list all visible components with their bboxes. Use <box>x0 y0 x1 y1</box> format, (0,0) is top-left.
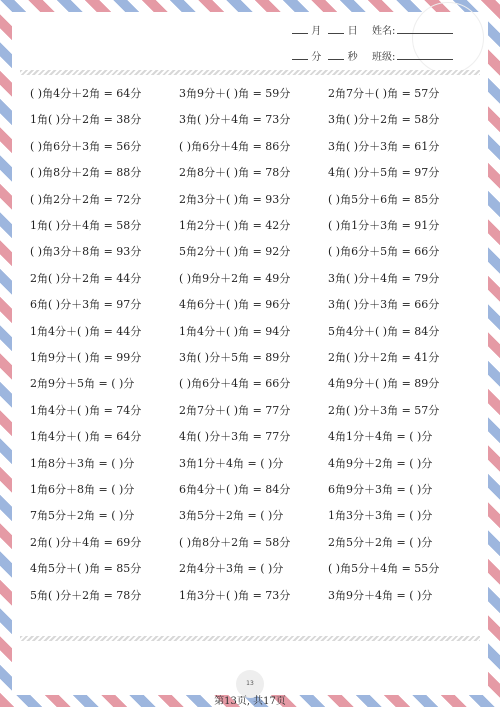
month-blank[interactable] <box>292 23 308 34</box>
name-field <box>372 22 453 37</box>
math-problem[interactable]: 6角4分＋( )角 = 84分 <box>179 483 291 496</box>
math-problem[interactable]: 4角9分＋2角 = ( )分 <box>328 456 433 470</box>
second-blank[interactable] <box>328 49 344 60</box>
math-problem[interactable]: ( )角9分＋2角 = 49分 <box>179 271 291 285</box>
page-number-badge: 13 <box>236 670 264 698</box>
math-problem[interactable]: 6角9分＋3角 = ( )分 <box>328 483 433 496</box>
math-problem[interactable]: 1角4分＋( )角 = 64分 <box>30 430 142 444</box>
math-problem[interactable]: 5角( )分＋2角 = 78分 <box>30 588 142 602</box>
math-problem[interactable]: 3角9分＋4角 = ( )分 <box>328 588 433 602</box>
math-problem[interactable]: 1角2分＋( )角 = 42分 <box>179 219 291 232</box>
math-problem[interactable]: 4角6分＋( )角 = 96分 <box>179 298 291 312</box>
math-problem[interactable]: 2角( )分＋3角 = 57分 <box>328 403 440 417</box>
time-row <box>292 48 358 63</box>
problem-row <box>30 190 480 210</box>
math-problem[interactable]: 3角( )分＋4角 = 73分 <box>179 113 291 127</box>
math-problem[interactable]: ( )角8分＋2角 = 58分 <box>179 535 291 549</box>
math-problem[interactable]: ( )角4分＋2角 = 64分 <box>30 87 142 100</box>
math-problem[interactable]: 3角( )分＋5角 = 89分 <box>179 351 291 364</box>
math-problem[interactable]: 1角6分＋8角 = ( )分 <box>30 483 135 496</box>
math-problem[interactable]: ( )角5分＋4角 = 55分 <box>328 562 440 576</box>
math-problem[interactable]: 5角4分＋( )角 = 84分 <box>328 324 440 338</box>
math-problem[interactable]: 4角5分＋( )角 = 85分 <box>30 562 142 576</box>
problem-row <box>30 295 480 315</box>
month-label: 月 <box>311 26 322 37</box>
math-problem[interactable]: 3角( )分＋2角 = 58分 <box>328 113 440 127</box>
day-blank[interactable] <box>328 23 344 34</box>
math-problem[interactable]: 2角5分＋2角 = ( )分 <box>328 535 433 549</box>
problem-row <box>30 506 480 526</box>
math-problem[interactable]: ( )角3分＋8角 = 93分 <box>30 245 142 259</box>
minute-blank[interactable] <box>292 49 308 60</box>
problem-row <box>30 269 480 289</box>
math-problem[interactable]: 1角9分＋( )角 = 99分 <box>30 351 142 364</box>
math-problem[interactable]: 2角9分＋5角 = ( )分 <box>30 377 135 391</box>
math-problem[interactable]: 2角4分＋3角 = ( )分 <box>179 562 284 576</box>
problem-row <box>30 163 480 183</box>
second-label: 秒 <box>347 52 358 63</box>
name-blank[interactable] <box>397 23 453 34</box>
math-problem[interactable]: 2角( )分＋2角 = 44分 <box>30 271 142 285</box>
problem-row <box>30 322 480 342</box>
problem-row <box>30 84 480 104</box>
problem-row <box>30 454 480 474</box>
math-problem[interactable]: 2角7分＋( )角 = 57分 <box>328 87 440 100</box>
problem-row <box>30 137 480 157</box>
math-problem[interactable]: 2角7分＋( )角 = 77分 <box>179 403 291 417</box>
problem-row <box>30 586 480 606</box>
bottom-divider <box>20 636 480 641</box>
math-problem[interactable]: 2角( )分＋4角 = 69分 <box>30 535 142 549</box>
math-problem[interactable]: 3角1分＋4角 = ( )分 <box>179 456 284 470</box>
math-problem[interactable]: 1角4分＋( )角 = 94分 <box>179 324 291 338</box>
math-problem[interactable]: ( )角6分＋4角 = 86分 <box>179 139 291 153</box>
problem-row <box>30 401 480 421</box>
math-problem[interactable]: 1角( )分＋4角 = 58分 <box>30 219 142 232</box>
math-problem[interactable]: 1角8分＋3角 = ( )分 <box>30 456 135 470</box>
worksheet-page <box>12 12 488 707</box>
class-field <box>372 48 453 63</box>
minute-label: 分 <box>311 52 322 63</box>
math-problem[interactable]: 3角( )分＋3角 = 66分 <box>328 298 440 312</box>
math-problem[interactable]: ( )角2分＋2角 = 72分 <box>30 192 142 206</box>
math-problem[interactable]: 3角( )分＋3角 = 61分 <box>328 139 440 153</box>
math-problem[interactable]: ( )角6分＋3角 = 56分 <box>30 139 142 153</box>
math-problem[interactable]: 6角( )分＋3角 = 97分 <box>30 298 142 312</box>
math-problem[interactable]: 3角( )分＋4角 = 79分 <box>328 271 440 285</box>
math-problem[interactable]: 1角4分＋( )角 = 74分 <box>30 403 142 417</box>
math-problem[interactable]: ( )角6分＋4角 = 66分 <box>179 377 291 391</box>
problem-row <box>30 533 480 553</box>
page-footer: 第13页, 共17页 <box>214 696 286 707</box>
math-problem[interactable]: 4角9分＋( )角 = 89分 <box>328 377 440 391</box>
math-problem[interactable]: 4角( )分＋3角 = 77分 <box>179 430 291 444</box>
math-problem[interactable]: ( )角5分＋6角 = 85分 <box>328 192 440 206</box>
math-problem[interactable]: 1角4分＋( )角 = 44分 <box>30 324 142 338</box>
problem-row <box>30 242 480 262</box>
day-label: 日 <box>347 26 358 37</box>
problem-row <box>30 374 480 394</box>
class-label: 班级: <box>372 52 396 63</box>
math-problem[interactable]: ( )角6分＋5角 = 66分 <box>328 245 440 259</box>
math-problem[interactable]: 2角3分＋( )角 = 93分 <box>179 192 291 206</box>
math-problem[interactable]: 1角3分＋3角 = ( )分 <box>328 509 433 523</box>
math-problem[interactable]: 2角8分＋( )角 = 78分 <box>179 166 291 180</box>
math-problem[interactable]: ( )角1分＋3角 = 91分 <box>328 219 440 232</box>
math-problem[interactable]: 3角5分＋2角 = ( )分 <box>179 509 284 523</box>
date-row <box>292 22 358 37</box>
class-blank[interactable] <box>397 49 453 60</box>
math-problem[interactable]: 7角5分＋2角 = ( )分 <box>30 509 135 523</box>
worksheet-header <box>12 12 488 70</box>
top-divider <box>20 70 480 75</box>
math-problem[interactable]: 1角3分＋( )角 = 73分 <box>179 588 291 602</box>
problem-row <box>30 427 480 447</box>
problem-row <box>30 348 480 368</box>
problem-row <box>30 110 480 130</box>
math-problem[interactable]: 1角( )分＋2角 = 38分 <box>30 113 142 127</box>
math-problem[interactable]: 5角2分＋( )角 = 92分 <box>179 245 291 259</box>
math-problem[interactable]: 4角( )分＋5角 = 97分 <box>328 166 440 180</box>
problem-row <box>30 480 480 500</box>
math-problem[interactable]: ( )角8分＋2角 = 88分 <box>30 166 142 180</box>
math-problem[interactable]: 2角( )分＋2角 = 41分 <box>328 351 440 364</box>
problem-row <box>30 559 480 579</box>
problem-row <box>30 216 480 236</box>
math-problem[interactable]: 4角1分＋4角 = ( )分 <box>328 430 433 444</box>
math-problem[interactable]: 3角9分＋( )角 = 59分 <box>179 87 291 100</box>
name-label: 姓名: <box>372 26 396 37</box>
